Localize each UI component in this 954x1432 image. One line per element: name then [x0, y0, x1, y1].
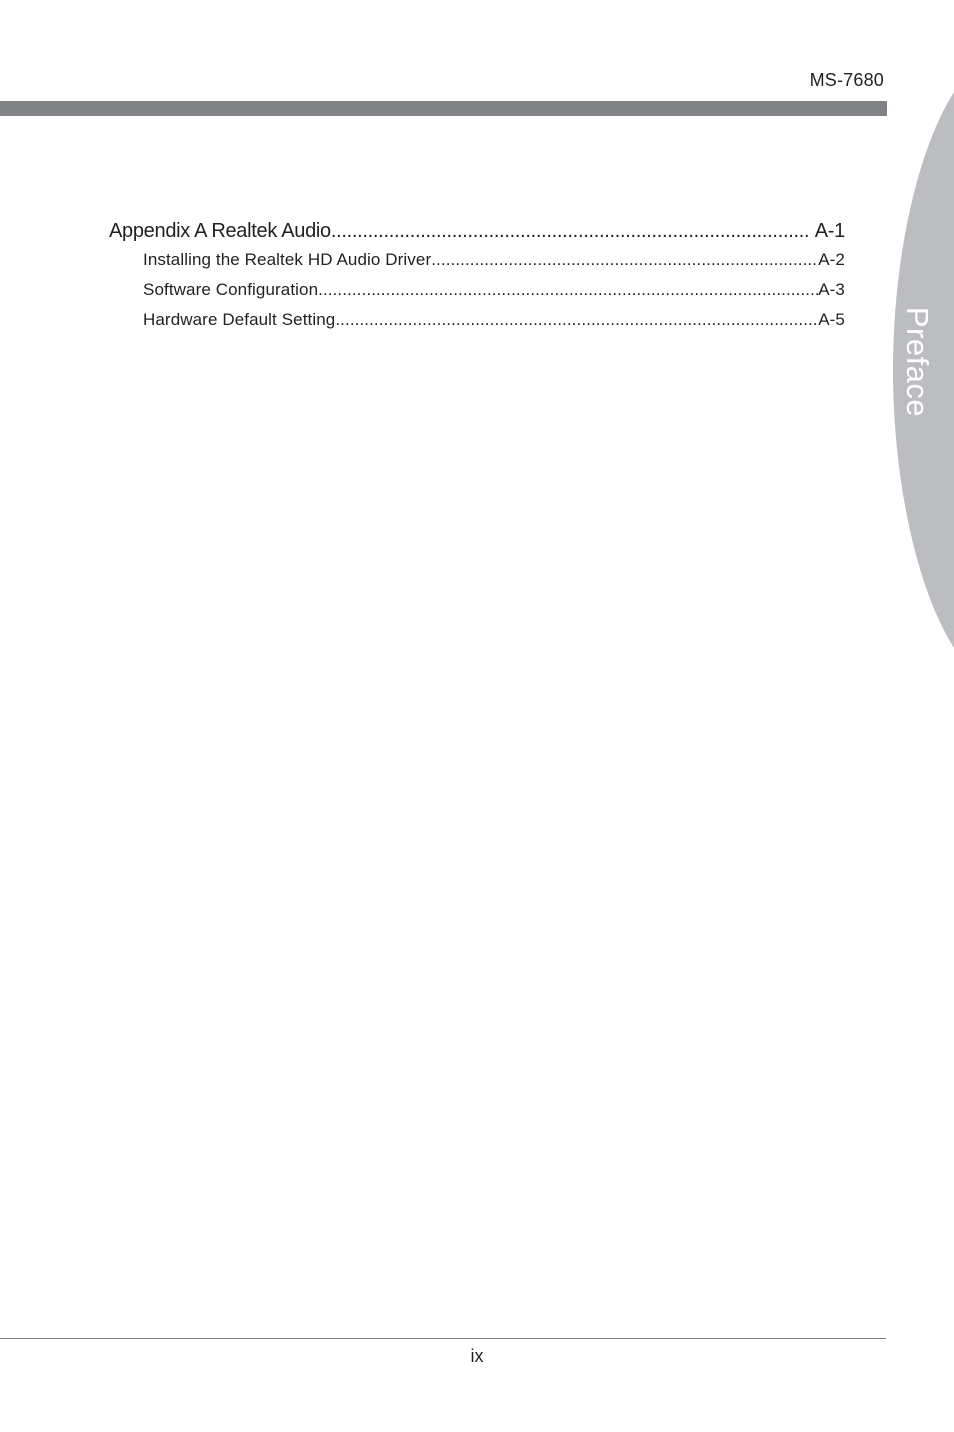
section-tab-label: Preface: [900, 306, 935, 418]
model-number: MS-7680: [809, 70, 884, 90]
toc-leader-dots: [431, 250, 818, 270]
toc-entry-appendix-a[interactable]: [109, 220, 845, 250]
header-bar: [0, 101, 887, 116]
toc-leader-dots: [318, 280, 818, 300]
toc-entry-page: A-2: [818, 250, 845, 269]
toc-leader-dots: [331, 220, 811, 243]
toc-entry-title: Appendix A Realtek Audio: [109, 220, 331, 242]
toc-entry-installing-driver[interactable]: [109, 250, 845, 280]
toc-entry-page: A-3: [818, 280, 845, 299]
table-of-contents: [109, 220, 845, 340]
toc-entry-title: Hardware Default Setting: [143, 310, 336, 329]
toc-entry-page: A-5: [818, 310, 845, 329]
toc-entry-hardware-default-setting[interactable]: [109, 310, 845, 340]
toc-entry-title: Software Configuration: [143, 280, 319, 299]
footer-rule: [0, 1338, 886, 1339]
page-number: ix: [470, 1346, 484, 1366]
toc-entry-page: A-1: [814, 220, 845, 242]
toc-entry-software-configuration[interactable]: [109, 280, 845, 310]
toc-entry-title: Installing the Realtek HD Audio Driver: [143, 250, 432, 269]
toc-leader-dots: [335, 310, 818, 330]
